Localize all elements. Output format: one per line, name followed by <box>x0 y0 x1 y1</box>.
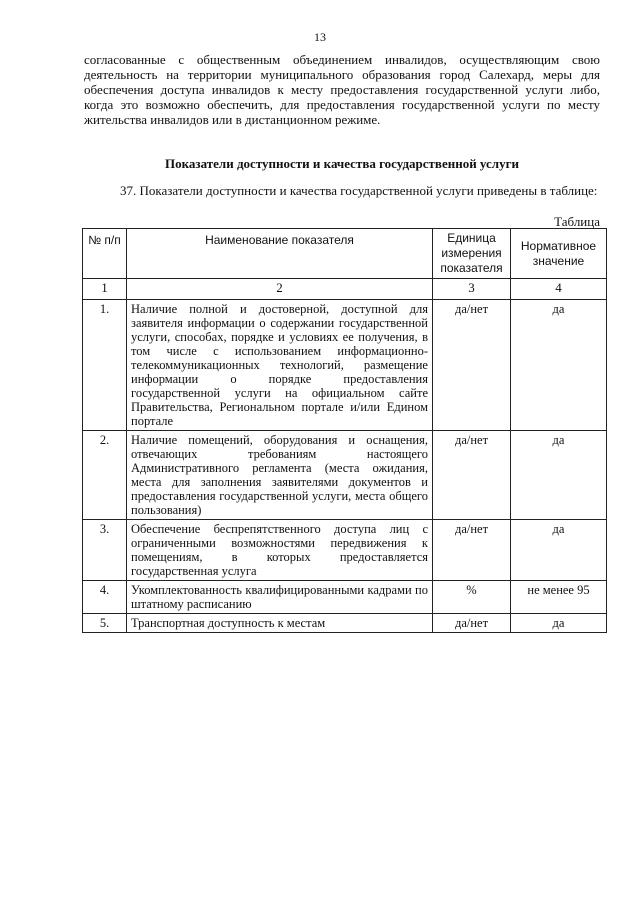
indicator-name: Укомплектованность квалифицированными кадрами по штатному расписанию <box>127 581 433 614</box>
row-number: 3. <box>83 520 127 581</box>
indicator-norm: да <box>511 300 607 431</box>
row-number: 4. <box>83 581 127 614</box>
table-header-row <box>83 229 607 279</box>
indicator-name: Транспортная доступность к местам <box>127 614 433 633</box>
indicator-norm: да <box>511 431 607 520</box>
table-row <box>83 431 607 520</box>
column-number: 3 <box>433 279 511 300</box>
header-name: Наименование показателя <box>127 229 433 279</box>
table-row <box>83 614 607 633</box>
column-number-row <box>83 279 607 300</box>
indicator-name: Наличие полной и достоверной, доступной для заявителя информации о содержании государственной услуги, способах, порядке и условиях ее получения, в том числе с использованием информационно-телекоммуникационных технологий, размещение информации о порядке предоставления государственной услуги на официальном сайте Правительства, Региональном портале и/или Едином портале <box>127 300 433 431</box>
indicator-name: Обеспечение беспрепятственного доступа лиц с ограниченными возможностями передвижения к помещениям, в которых предоставляется государственная услуга <box>127 520 433 581</box>
indicator-unit: % <box>433 581 511 614</box>
column-number: 2 <box>127 279 433 300</box>
indicator-unit: да/нет <box>433 614 511 633</box>
table-row <box>83 581 607 614</box>
table-caption: Таблица <box>554 214 600 229</box>
row-number: 5. <box>83 614 127 633</box>
indicator-norm: да <box>511 520 607 581</box>
indicator-norm: да <box>511 614 607 633</box>
table-row <box>83 300 607 431</box>
column-number: 1 <box>83 279 127 300</box>
row-number: 2. <box>83 431 127 520</box>
header-unit: Единица измерения показателя <box>433 229 511 279</box>
indicators-table <box>82 228 607 633</box>
table-row <box>83 520 607 581</box>
header-num: № п/п <box>83 229 127 279</box>
column-number: 4 <box>511 279 607 300</box>
row-number: 1. <box>83 300 127 431</box>
indicator-unit: да/нет <box>433 431 511 520</box>
indicator-unit: да/нет <box>433 300 511 431</box>
header-norm: Нормативное значение <box>511 229 607 279</box>
section-heading: Показатели доступности и качества государственной услуги <box>164 156 519 171</box>
paragraph-37: 37. Показатели доступности и качества государственной услуги приведены в таблице: <box>120 183 598 198</box>
intro-paragraph: согласованные с общественным объединением инвалидов, осуществляющим свою деятельность на территории муниципального образования город Салехард, меры для обеспечения доступа инвалидов к месту предоставления государственной услуги либо, когда это возможно обеспечить, для предоставления государственной услуги по месту жительства инвалидов или в дистанционном режиме. <box>84 52 600 127</box>
indicator-unit: да/нет <box>433 520 511 581</box>
page-number: 13 <box>314 30 326 44</box>
indicator-norm: не менее 95 <box>511 581 607 614</box>
indicator-name: Наличие помещений, оборудования и оснащения, отвечающих требованиям настоящего Административного регламента (места ожидания, места для заполнения заявителями документов и предоставления государственной услуги, места общего пользования) <box>127 431 433 520</box>
